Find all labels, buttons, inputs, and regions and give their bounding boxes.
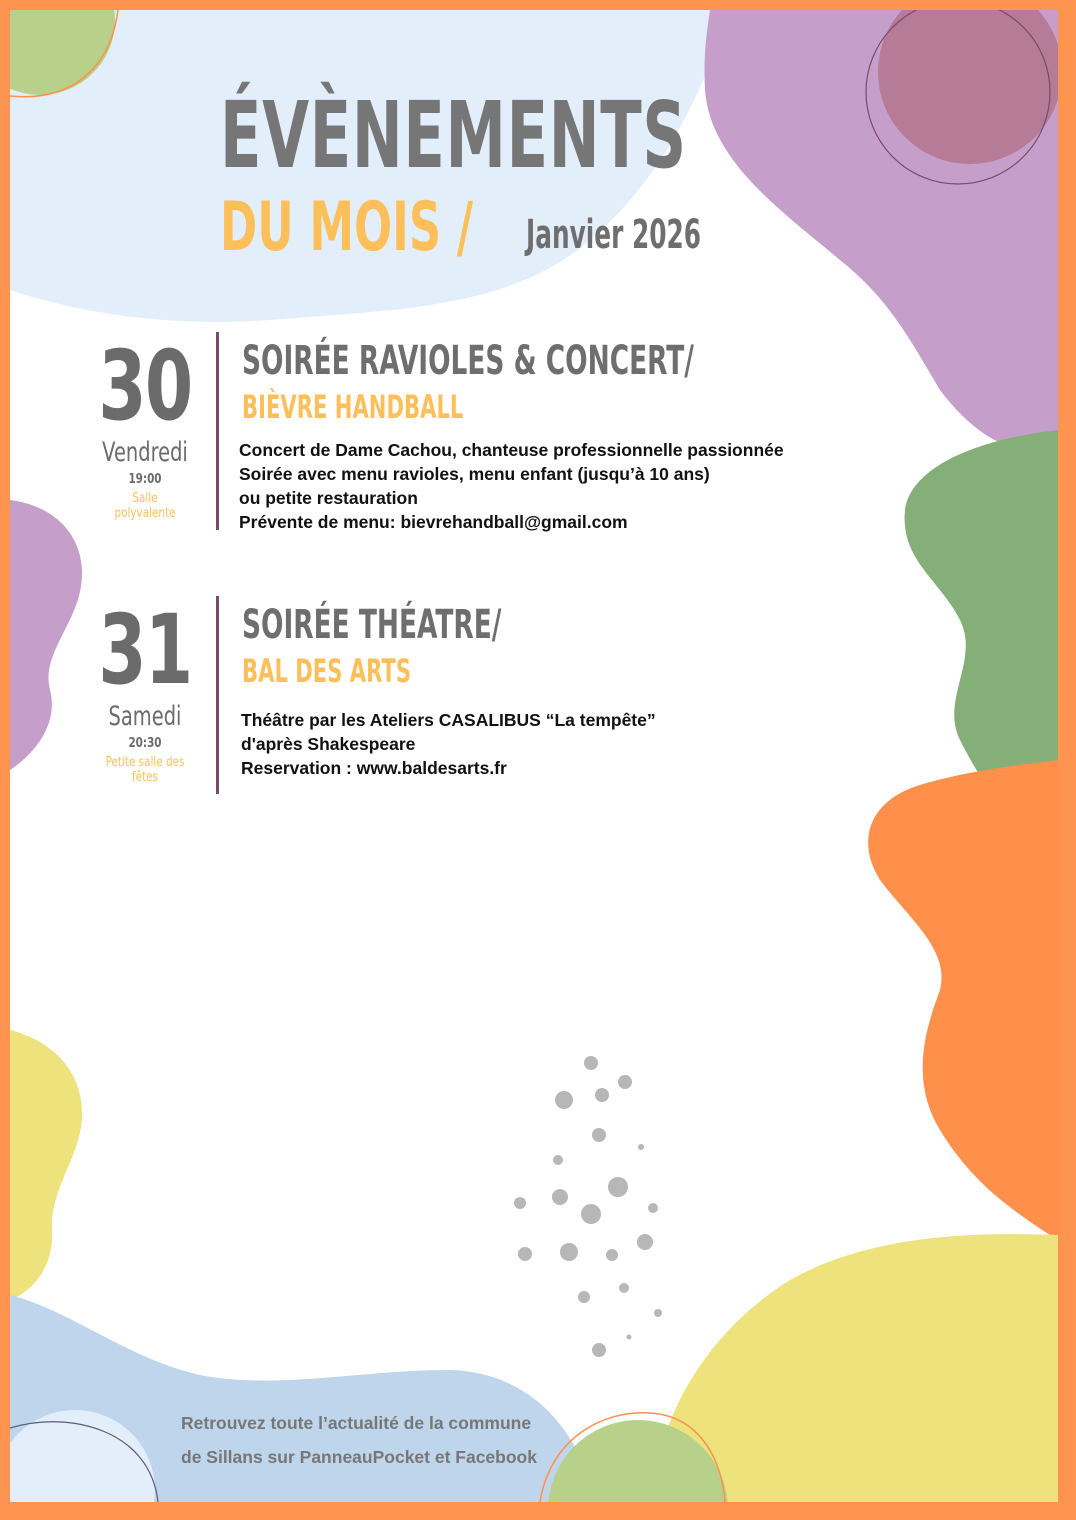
- event-organizer: BAL DES ARTS: [242, 652, 412, 690]
- event-date: [80, 330, 210, 521]
- event-description: [241, 708, 656, 780]
- event-divider: [216, 596, 219, 794]
- event-place-line1: Petite salle des: [105, 755, 185, 770]
- footer-note: [181, 1406, 537, 1474]
- event-place-line2: fêtes: [132, 770, 158, 785]
- description-line: Reservation : www.baldesarts.fr: [241, 758, 507, 778]
- event-description: [239, 438, 784, 534]
- event-time: 19:00: [128, 472, 162, 487]
- day-number: 31: [98, 594, 192, 706]
- poster: [10, 10, 1058, 1502]
- description-line: d'après Shakespeare: [241, 734, 416, 754]
- page-subtitle: DU MOIS /: [220, 188, 474, 267]
- event-time: 20:30: [128, 736, 162, 751]
- description-line: ou petite restauration: [239, 488, 418, 508]
- event-place-line2: polyvalente: [114, 506, 176, 521]
- day-number: 30: [98, 330, 192, 442]
- event-place-line1: Salle: [132, 491, 158, 506]
- page-title: ÉVÈNEMENTS: [220, 82, 687, 189]
- description-line: Théâtre par les Ateliers CASALIBUS “La tempête”: [241, 710, 656, 730]
- description-line: Concert de Dame Cachou, chanteuse professionnelle passionnée: [239, 440, 784, 460]
- event-date: [80, 594, 210, 785]
- day-name: Vendredi: [102, 437, 188, 468]
- event-card: [10, 332, 1058, 532]
- description-line: Soirée avec menu ravioles, menu enfant (jusqu’à 10 ans): [239, 464, 710, 484]
- day-name: Samedi: [108, 701, 182, 732]
- event-title: SOIRÉE THÉATRE/: [242, 602, 502, 648]
- month-label: Janvier 2026: [526, 212, 701, 258]
- event-title: SOIRÉE RAVIOLES & CONCERT/: [242, 338, 694, 384]
- footer-line: Retrouvez toute l’actualité de la commune: [181, 1413, 532, 1433]
- event-organizer: BIÈVRE HANDBALL: [242, 388, 464, 426]
- footer-line: de Sillans sur PanneauPocket et Facebook: [181, 1447, 537, 1467]
- description-line: Prévente de menu: bievrehandball@gmail.com: [239, 512, 628, 532]
- event-card: [10, 596, 1058, 796]
- event-divider: [216, 332, 219, 530]
